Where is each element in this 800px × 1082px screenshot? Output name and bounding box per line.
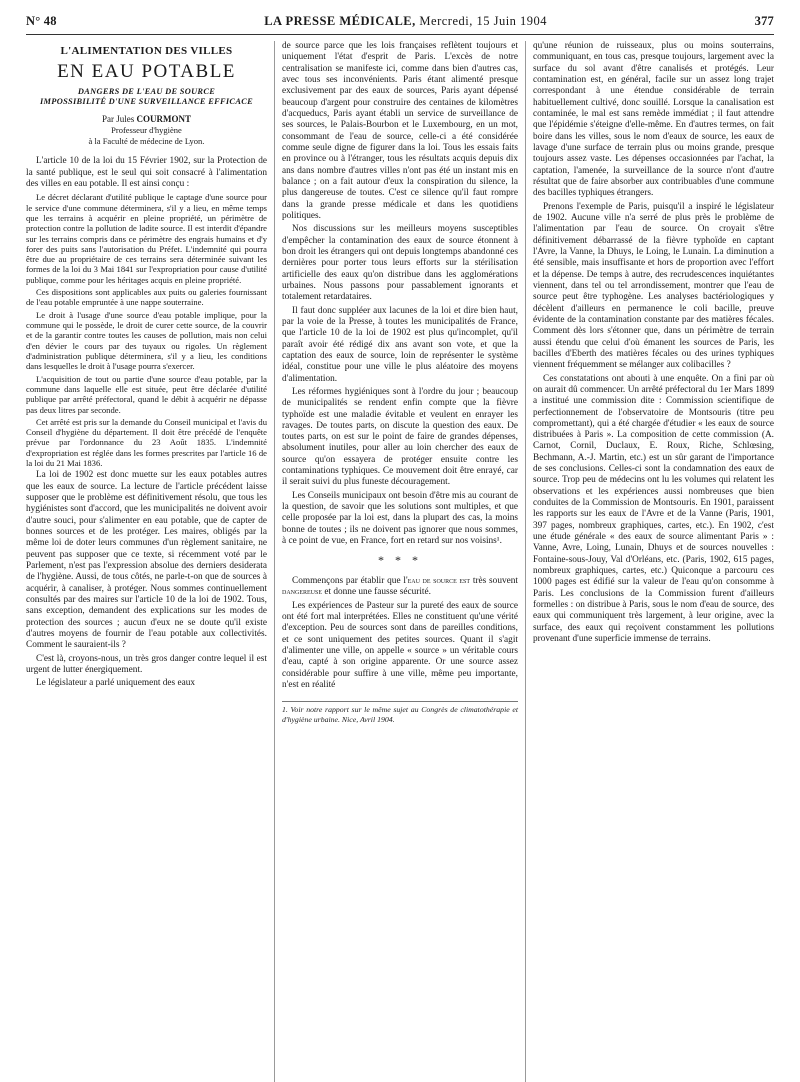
article-subtitle-1: DANGERS DE L'EAU DE SOURCE	[77, 86, 216, 96]
article-subtitle-2: IMPOSSIBILITÉ D'UNE SURVEILLANCE EFFICACE	[40, 96, 253, 106]
article-columns	[26, 41, 774, 1082]
body-paragraph: C'est là, croyons-nous, un très gros danger contre lequel il est urgent de lutter énergiquement.	[26, 653, 267, 675]
small-caps-run: eau de source est	[407, 576, 471, 586]
page-number-right: 377	[754, 14, 774, 28]
section-separator: * * *	[378, 553, 422, 568]
author-line	[26, 114, 267, 125]
law-quotation	[26, 192, 267, 468]
body-paragraph: qu'une réunion de ruisseaux, plus ou moins souterrains, communiquant, en tous cas, presque toujours, largement avec la surface du sol avant d'être canalisés et protégés. Leur contamination est, en général, facile sur un assez long trajet correspondant à une étendue considérable de terrain habituellement cultivé, donc souillé. Lorsque la canalisation est contaminée, le mal est sans remède immédiat ; il faut attendre que l'épidémie s'éteigne d'elle-même. En d'autres termes, on fait boire dans les villes, sous le nom d'eaux de source, les eaux de lavage d'une surface de terrain plus ou moins grande, presque toujours assez vaste. Les dépenses occasionnées par l'achat, la captation, l'amenée, la surveillance de la source n'ont d'autre résultat que de faire absorber aux contribuables d'une commune des bacilles typhiques étrangers.	[533, 41, 774, 199]
body-paragraph: Nos discussions sur les meilleurs moyens susceptibles d'empêcher la contamination des eaux de source étonnent à bon droit les étrangers qui ont depuis longtemps abandonné ces dernières pour porter tous leurs efforts sur la stérilisation artificielle des eaux qu'on distribue dans les agglomérations urbaines. Nous passons pour passablement ignorants et totalement retardataires.	[282, 224, 518, 303]
body-paragraph: Les Conseils municipaux ont besoin d'être mis au courant de la question, de savoir que les solutions sont multiples, et que celle proposée par la loi est, dans la plupart des cas, la moins bonne de toutes ; ils ne doivent pas ignorer que nous sommes, à ce point de vue, en France, fort en retard sur nos voisins¹.	[282, 490, 518, 547]
body-paragraph: Prenons l'exemple de Paris, puisqu'il a inspiré le législateur de 1902. Aucune ville n'a serré de plus près le problème de l'alimentation par l'eau de source. On croyait s'être définitivement débarrassé de la fièvre typhoïde en captant l'Avre, la Vanne, la Dhuys, le Loing, le Lunain. La diminution a été sensible, mais insuffisante et hors de proportion avec l'effort et la dépense. De temps à autre, des recrudescences inquiétantes viennent, dans tel ou tel arrondissement, montrer que l'eau de source peut être typhogène. Les analyses bactériologiques y décèlent d'ailleurs en permanence le coli bacille, preuve évidente de la contamination constante par des matières fécales. Comment dès lors s'étonner que, dans un périmètre de terrain aussi étendu que celui d'où émanent les sources de Paris, les bacilles d'Eberth des matières fécales ou des urines typhiques viennent fréquemment se mélanger aux colibacilles ?	[533, 201, 774, 371]
body-paragraph: Ces constatations ont abouti à une enquête. On a fini par où on aurait dû commencer. Un arrêté préfectoral du 1er Mars 1899 a institué une commission dite : Commission scientifique de perfectionnement de l'observatoire de Montsouris (titre peu compromettant), qui a été chargée d'étudier « les eaux de source distribuées à Paris ». La composition de cette commission (A. Carnot, Cornil, Duclaux, E. Roux, Riche, Schlœsing, Bechmann, A.-J. Martin, etc.) est un sûr garant de l'importance de ses conclusions. Celles-ci sont la condamnation des eaux de source. Trop peu de médecins ont lu les volumes qui relatent les observations et les expériences aussi nombreuses que bien conduites de la Commission de Montsouris. En 1901, paraissent les rapports sur les eaux de l'Avre et de la Vanne (Paris, 1901, 397 pages, nombreux graphiques, cartes, etc.). En 1902, c'est une étude générale « des eaux de source alimentant Paris » : Vanne, Avre, Loing, Lunain, Dhuys et de sources nouvelles : Fontaine-sous-Jouy, Val d'Orléans, etc. (Paris, 1902, 615 pages, nombreux graphiques, cartes, etc.) Quiconque a parcouru ces 1000 pages est édifié sur la valeur de l'eau qu'on consomme à Paris. Les conclusions de la Commission furent d'ailleurs formelles : on distribue à Paris, sous le nom d'eau de source, des eaux qui communiquent très largement, à leur origine, avec la surface, des eaux qui reçoivent constamment les pollutions provenant d'une superficie immense de terrains.	[533, 373, 774, 645]
body-paragraph: Les réformes hygiéniques sont à l'ordre du jour ; beaucoup de municipalités se rendent enfin compte que la fièvre typhoïde est une maladie évitable et veulent en enrayer les ravages. De toutes parts, on discute la question des eaux. De toutes parts, on est sur le point de faire de grandes dépenses, absolument inutiles, pour aller au loin chercher des eaux de source qu'on essayera de protéger ensuite contre les contaminations typhiques. Ce mouvement doit être enrayé, car il serait suivi du plus funeste découragement.	[282, 386, 518, 488]
law-quote-paragraph: Ces dispositions sont applicables aux puits ou galeries fournissant de l'eau potable empruntée à une nappe souterraine.	[26, 287, 267, 308]
intro-paragraph: L'article 10 de la loi du 15 Février 1902, sur la Protection de la santé publique, est le seul qui soit consacré à l'alimentation des villes en eau potable. Il est ainsi conçu :	[26, 156, 267, 189]
article-kicker: L'ALIMENTATION DES VILLES	[60, 45, 233, 57]
footnote: 1. Voir notre rapport sur le même sujet au Congrès de climatothérapie et d'hygiène urbaine. Nice, Avril 1904.	[282, 701, 518, 724]
column-2	[274, 41, 526, 1082]
running-header	[26, 14, 774, 35]
law-quote-paragraph: Le décret déclarant d'utilité publique le captage d'une source pour le service d'une commune déterminera, s'il y a lieu, en même temps que les terrains à acquérir en pleine propriété, un périmètre de protection contre la pollution de ladite source. Il est interdit d'épandre sur les terrains compris dans ce périmètre des engrais humains et d'y forer des puits sans l'autorisation du Préfet. L'indemnité qui pourra être due au propriétaire de ces terrains sera déterminée suivant les formes de la loi du 3 Mai 1841 sur l'expropriation pour cause d'utilité publique, comme pour les héritages acquis en pleine propriété.	[26, 192, 267, 285]
journal-masthead	[264, 14, 547, 29]
small-caps-run: dangereuse	[282, 587, 322, 597]
law-quote-paragraph: Cet arrêté est pris sur la demande du Conseil municipal et l'avis du Conseil d'hygiène du département. Il doit être précédé de l'enquête prévue par l'ordonnance du 23 Août 1835. L'indemnité d'expropriation est réglée dans les formes prescrites par l'article 16 de la loi du 21 Mai 1836.	[26, 416, 267, 469]
issue-date: Mercredi, 15 Juin 1904	[419, 14, 548, 28]
body-paragraph: de source parce que les lois françaises reflètent toujours et uniquement l'état d'esprit de Paris. L'excès de notre centralisation se manifeste ici, comme dans bien d'autres cas, avec tous ses inconvénients. Paris étant alimenté presque exclusivement par des eaux de sources, Paris ayant dépensé beaucoup d'argent pour construire des centaines de kilomètres d'acqueducs, Paris ayant établi un service de surveillance de ses sources, le Palais-Bourbon et le Luxembourg, en un mot, consommant de l'eau de source, celle-ci a été considérée comme seule digne de figurer dans la loi. Tous les essais faits en province ou à l'étranger, tous les résultats acquis depuis dix ans dans nombre d'autres villes n'ont pas été un instant mis en balance ; on a fait autour d'eux la conspiration du silence, la plus dangereuse de toutes. C'est ce silence qu'il faut rompre dans la grande presse médicale et dans les quotidiens politiques.	[282, 41, 518, 221]
body-paragraph: Il faut donc suppléer aux lacunes de la loi et dire bien haut, par la voie de la Presse, à toutes les municipalités de France, que l'article 10 de la loi de 1902 est plus qu'incomplet, qu'il paraît avoir été rédigé dix ans avant son vote, et que la captation des eaux de source, loin de représenter le système idéal, constitue pour une ville le plus aléatoire des moyens d'alimentation.	[282, 305, 518, 384]
text-run: et donne une fausse sécurité.	[322, 587, 431, 598]
page-number-left: N° 48	[26, 14, 57, 28]
journal-name: LA PRESSE MÉDICALE,	[264, 14, 416, 28]
text-run: Commençons par établir que l'	[292, 576, 408, 587]
author-prefix: Par Jules	[102, 114, 137, 125]
column-3	[526, 41, 774, 1082]
body-paragraph	[282, 576, 518, 599]
law-quote-paragraph: L'acquisition de tout ou partie d'une source d'eau potable, par la commune dans laquelle elle est située, peut être déclarée d'utilité publique par arrêté préfectoral, quand le débit à acquérir ne dépasse pas deux litres par seconde.	[26, 373, 267, 415]
text-run: très souvent	[470, 576, 518, 587]
column-1	[26, 41, 274, 1082]
body-paragraph: Les expériences de Pasteur sur la pureté des eaux de source ont été fort mal interprétées. Elles ne constituent qu'une vérité d'exception. Peu de sources sont dans de pareilles conditions, et ce sont uniquement des petites sources. Quant il s'agit d'alimenter une ville, on appelle « source » un véritable cours d'eau, capté à son origine apparente. Or une source assez considérable pour suffire à une ville, même peu importante, n'est en réalité	[282, 600, 518, 691]
law-quote-paragraph: Le droit à l'usage d'une source d'eau potable implique, pour la commune qui le possède, le droit de curer cette source, de la couvrir et de la garantir contre toutes les causes de pollution, mais non celui d'en dévier le cours par des tuyaux ou rigoles. Un règlement d'administration publique déterminera, s'il y a lieu, les conditions dans lesquelles le droit à l'usage pourra s'exercer.	[26, 309, 267, 372]
author-title: Professeur d'hygiène	[111, 125, 182, 136]
body-paragraph: Le législateur a parlé uniquement des eaux	[36, 678, 196, 689]
author-name: COURMONT	[136, 114, 191, 125]
article-title: EN EAU POTABLE	[57, 61, 236, 83]
article-title-block	[26, 45, 267, 146]
author-affiliation: à la Faculté de médecine de Lyon.	[88, 135, 205, 146]
body-paragraph: La loi de 1902 est donc muette sur les eaux potables autres que les eaux de source. La lecture de l'article précédent laisse supposer que le problème est définitivement résolu, que tous les hygiénistes sont d'accord, que les municipalités ne doivent avoir d'autre souci, pour s'alimenter en eau potable, que de capter de bonnes sources et de les protéger. Les maires, obligés par la même loi de doter leurs communes d'un règlement sanitaire, ne peuvent pas supposer que ce texte, si récemment voté par le Parlement, n'est pas l'expression absolue des derniers desiderata de l'hygiène. Aussi, de tous côtés, ne parle-t-on que de sources à acquérir, à canaliser, à protéger. Nous sommes continuellement consultés par des maires sur l'article 10 de la loi de 1902. Tous, sans exception, demandent des explications sur les modes de protection des sources ; aucun d'eux ne se doute qu'il existe d'autres moyens de fournir de l'eau potable aux collectivités. Comment le sauraient-ils ?	[26, 470, 267, 651]
